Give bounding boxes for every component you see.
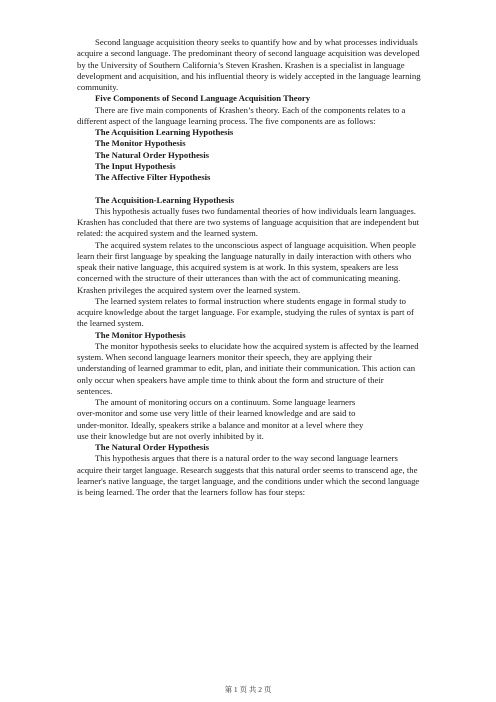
monitor-paragraph-2-line-3: under-monitor. Ideally, speakers strike a balance and monitor at a level where they: [77, 419, 364, 430]
component-item: The Input Hypothesis: [95, 160, 176, 171]
intro-paragraph: Second language acquisition theory seeks to quantify how and by what processes individuals acquire a second language. The predominant theory of second language acquisition was developed by the University of Southern California’s Steven Krashen. Krashen is a specialist in language development and acquisition, and his influential theory is widely accepted in the language learning community.: [77, 37, 421, 92]
monitor-paragraph-2-line-2: over-monitor and some use very little of their learned knowledge and are said to: [77, 408, 356, 419]
spacer: [77, 183, 421, 194]
acquisition-paragraph-1: This hypothesis actually fuses two fundamental theories of how individuals learn languages. Krashen has concluded that there are two systems of language acquisition that are independent but related: the acquired system and the learned system.: [77, 205, 420, 239]
monitor-heading: The Monitor Hypothesis: [95, 329, 186, 340]
acquisition-paragraph-2: The acquired system relates to the unconscious aspect of language acquisition. When people learn their first language by speaking the language naturally in daily interaction with others who speak their native language, this acquired system is at work. In this system, speakers are less concerned with the structure of their utterances than with the act of communicating meaning. Krashen privileges the acquired system over the learned system.: [77, 239, 416, 295]
component-item: The Acquisition Learning Hypothesis: [95, 127, 234, 137]
page-footer: 第 1 页 共 2 页: [224, 685, 272, 694]
component-item: The Affective Filter Hypothesis: [95, 172, 211, 182]
document-body: [77, 37, 421, 498]
monitor-paragraph-2-line-1: The amount of monitoring occurs on a continuum. Some language learners: [95, 397, 356, 407]
component-item: The Natural Order Hypothesis: [95, 149, 209, 160]
monitor-paragraph-2-line-4: use their knowledge but are not overly inhibited by it.: [77, 430, 264, 441]
acquisition-learning-heading: The Acquisition-Learning Hypothesis: [95, 194, 235, 205]
monitor-paragraph-1: The monitor hypothesis seeks to elucidate how the acquired system is affected by the learned system. When second language learners monitor their speech, they are applying their understanding of learned grammar to edit, plan, and initiate their communication. This action can only occur when speakers have ample time to think about the form and structure of their sentences.: [77, 340, 419, 396]
natural-order-paragraph: This hypothesis argues that there is a natural order to the way second language learners acquire their target language. Research suggests that this natural order seems to transcend age, the learner's native language, the target language, and the conditions under which the second language is being learned. The order that the learners follow has four steps:: [77, 453, 420, 497]
natural-order-heading: The Natural Order Hypothesis: [95, 442, 209, 452]
component-item: The Monitor Hypothesis: [95, 138, 186, 149]
acquisition-paragraph-3: The learned system relates to formal instruction where students engage in formal study to acquire knowledge about the target language. For example, studying the rules of syntax is part of the learned system.: [77, 295, 414, 329]
five-components-heading: Five Components of Second Language Acquisition Theory: [95, 93, 311, 104]
five-components-intro: There are five main components of Krashen’s theory. Each of the components relates to a different aspect of the language learning process. The five components are as follows:: [77, 104, 406, 126]
